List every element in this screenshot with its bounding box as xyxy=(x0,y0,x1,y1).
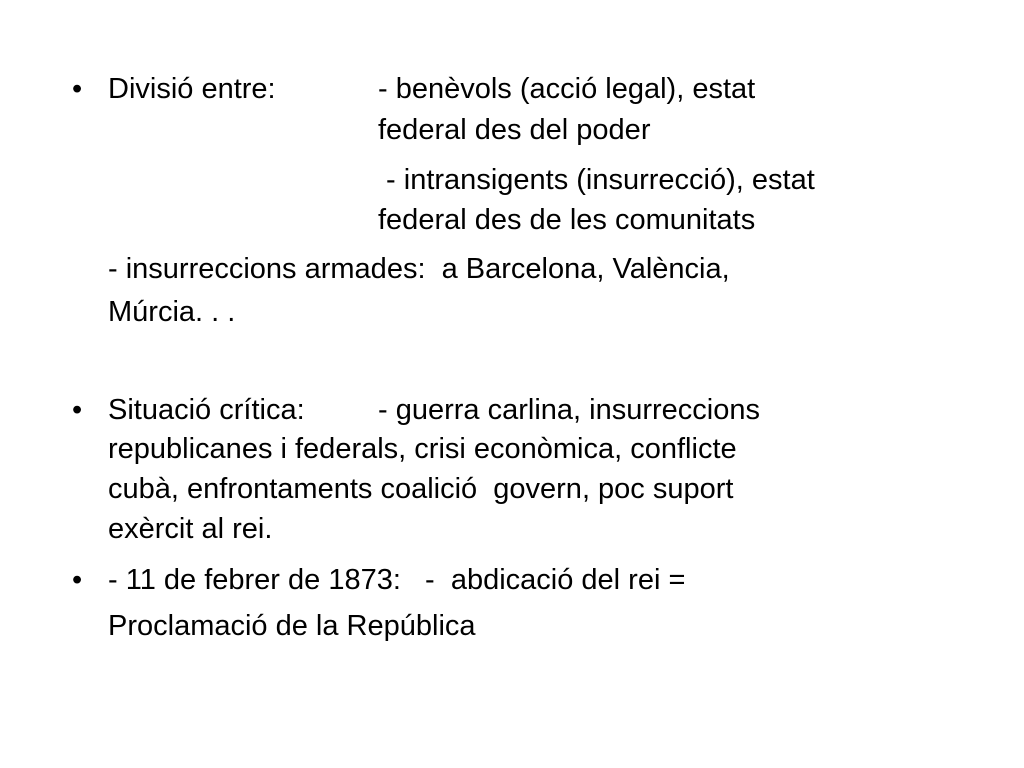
item3-line2: Proclamació de la República xyxy=(108,610,476,642)
item2-line3: cubà, enfrontaments coalició govern, poc suport xyxy=(108,473,734,505)
bullet-3: • xyxy=(72,564,83,596)
item2-line2: republicanes i federals, crisi econòmica, conflicte xyxy=(108,433,737,465)
item2-line4: exèrcit al rei. xyxy=(108,513,273,545)
item1-insurreccions-line1: - insurreccions armades: a Barcelona, València, xyxy=(108,253,730,285)
item1-benevols-line2: federal des del poder xyxy=(378,114,651,146)
item1-insurreccions-line2: Múrcia. . . xyxy=(108,296,236,328)
item2-line1: - guerra carlina, insurreccions xyxy=(378,394,760,426)
item1-intransigents-line1: - intransigents (insurrecció), estat xyxy=(378,164,815,196)
bullet-1: • xyxy=(72,73,83,105)
item2-label: Situació crítica: xyxy=(108,394,305,426)
item1-label: Divisió entre: xyxy=(108,73,276,105)
item3-line1: - 11 de febrer de 1873: - abdicació del rei = xyxy=(108,564,686,596)
bullet-2: • xyxy=(72,394,83,426)
item1-intransigents-line2: federal des de les comunitats xyxy=(378,204,756,236)
item1-benevols-line1: - benèvols (acció legal), estat xyxy=(378,73,756,105)
